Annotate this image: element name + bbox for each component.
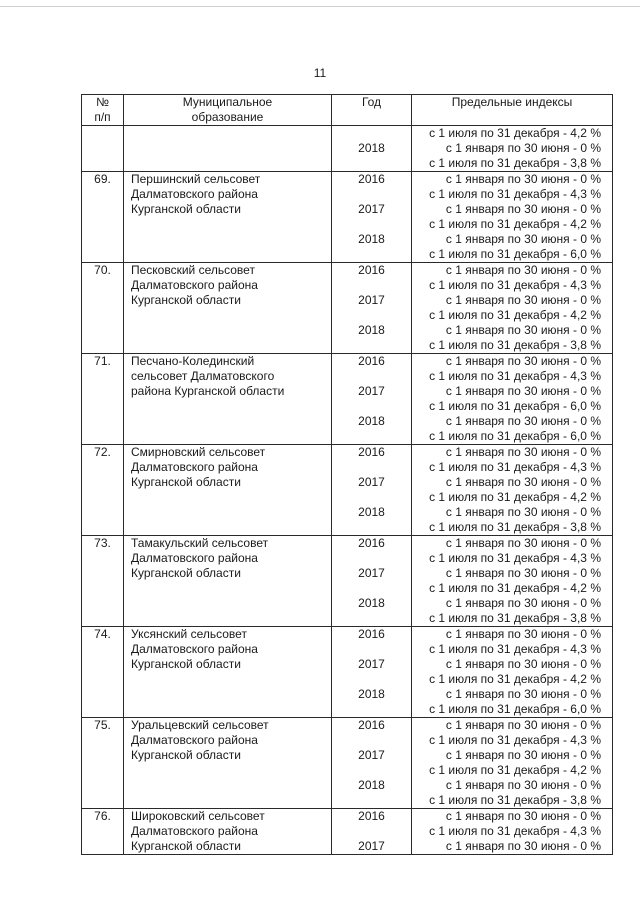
year-value: 2018 [358,232,385,246]
index-line: с 1 июля по 31 декабря - 4,2 % [429,308,601,322]
year-cell [332,263,412,354]
year-value [332,490,411,505]
municipality-name-line: Далматовского района [131,278,258,292]
index-line: с 1 июля по 31 декабря - 6,0 % [429,429,601,443]
row-number [82,126,124,172]
year-value [332,733,411,748]
index-line: с 1 января по 30 июня - 0 % [445,202,601,216]
municipality-name [124,172,332,263]
index-line: с 1 июля по 31 декабря - 4,3 % [429,733,601,747]
municipality-name-line: Широковский сельсовет [131,809,265,823]
year-value [332,520,411,535]
index-line: с 1 июля по 31 декабря - 4,3 % [429,278,601,292]
table-row [82,627,613,718]
year-value [332,399,411,414]
index-line: с 1 января по 30 июня - 0 % [445,445,601,459]
year-value [332,126,411,141]
municipality-name [124,354,332,445]
municipality-name [124,126,332,172]
index-line: с 1 января по 30 июня - 0 % [445,414,601,428]
municipality-name-line: Далматовского района [131,642,258,656]
index-line: с 1 июля по 31 декабря - 3,8 % [429,520,601,534]
year-value [332,611,411,626]
municipality-name-line: Песчано-Колединский [131,354,255,368]
year-value: 2018 [358,323,385,337]
year-value [332,338,411,353]
header-municipality-text: Муниципальное образование [182,95,273,124]
year-value: 2018 [358,414,385,428]
page-number: 11 [313,66,327,80]
index-line: с 1 января по 30 июня - 0 % [445,263,601,277]
index-line: с 1 января по 30 июня - 0 % [445,839,601,853]
year-value: 2016 [358,718,385,732]
year-cell [332,126,412,172]
scan-edge-line [0,6,640,7]
index-line: с 1 июля по 31 декабря - 3,8 % [429,611,601,625]
municipality-name-line: Курганской области [131,202,241,216]
index-line: с 1 января по 30 июня - 0 % [445,141,601,155]
index-line: с 1 июля по 31 декабря - 6,0 % [429,247,601,261]
year-value [332,247,411,262]
municipality-name [124,536,332,627]
year-value [332,217,411,232]
header-municipality [124,95,332,126]
year-value [332,278,411,293]
year-cell [332,172,412,263]
index-line: с 1 января по 30 июня - 0 % [445,657,601,671]
year-value: 2018 [358,141,385,155]
year-value: 2016 [358,536,385,550]
indices-cell [412,536,613,627]
municipality-name [124,627,332,718]
table-row [82,445,613,536]
year-value [332,551,411,566]
index-line: с 1 июля по 31 декабря - 4,3 % [429,642,601,656]
municipality-name-line: Уральцевский сельсовет [131,718,269,732]
header-num [82,95,124,126]
year-value [332,642,411,657]
year-value: 2016 [358,445,385,459]
index-line: с 1 января по 30 июня - 0 % [445,778,601,792]
index-line: с 1 января по 30 июня - 0 % [445,293,601,307]
indices-cell [412,126,613,172]
year-value: 2017 [358,202,385,216]
municipality-name-line: Курганской области [131,475,241,489]
index-line: с 1 июля по 31 декабря - 4,3 % [429,824,601,838]
year-value [332,581,411,596]
year-cell [332,718,412,809]
year-value: 2018 [358,596,385,610]
year-value: 2016 [358,627,385,641]
row-number: 74. [82,627,124,718]
municipality-name-line: Курганской области [131,566,241,580]
row-number: 69. [82,172,124,263]
year-cell [332,809,412,855]
index-line: с 1 июля по 31 декабря - 4,3 % [429,187,601,201]
year-cell [332,536,412,627]
index-line: с 1 января по 30 июня - 0 % [445,596,601,610]
table-row [82,354,613,445]
index-line: с 1 января по 30 июня - 0 % [445,232,601,246]
municipality-name-line: Далматовского района [131,551,258,565]
index-line: с 1 января по 30 июня - 0 % [445,323,601,337]
index-line: с 1 января по 30 июня - 0 % [445,354,601,368]
municipality-name-line: Першинский сельсовет [131,172,261,186]
indices-cell [412,172,613,263]
municipality-name-line: Песковский сельсовет [131,263,255,277]
table-row [82,718,613,809]
index-line: с 1 января по 30 июня - 0 % [445,475,601,489]
table-row [82,126,613,172]
header-num-text: № п/п [94,95,111,124]
table-row [82,263,613,354]
municipality-name-line: района Курганской области [131,384,285,398]
municipality-name-line: Курганской области [131,839,241,853]
row-number: 70. [82,263,124,354]
year-value: 2017 [358,475,385,489]
municipality-name-line: Курганской области [131,657,241,671]
index-line: с 1 июля по 31 декабря - 3,8 % [429,793,601,807]
row-number: 76. [82,809,124,855]
year-value: 2016 [358,354,385,368]
index-line: с 1 января по 30 июня - 0 % [445,536,601,550]
municipality-name [124,263,332,354]
year-value [332,156,411,171]
index-line: с 1 июля по 31 декабря - 4,2 % [429,581,601,595]
limit-indices-table [81,94,613,855]
municipality-name-line: Смирновский сельсовет [131,445,266,459]
index-line: с 1 июля по 31 декабря - 6,0 % [429,399,601,413]
municipality-name-line: Далматовского района [131,733,258,747]
year-value [332,429,411,444]
municipality-name-line: Далматовского района [131,187,258,201]
municipality-name [124,718,332,809]
year-value: 2016 [358,809,385,823]
indices-cell [412,445,613,536]
municipality-name-line: сельсовет Далматовского [131,369,275,383]
year-value: 2018 [358,778,385,792]
year-value: 2018 [358,505,385,519]
year-cell [332,627,412,718]
index-line: с 1 января по 30 июня - 0 % [445,718,601,732]
year-value [332,763,411,778]
year-value [332,824,411,839]
header-indices: Предельные индексы [412,95,613,126]
index-line: с 1 января по 30 июня - 0 % [445,384,601,398]
index-line: с 1 января по 30 июня - 0 % [445,566,601,580]
year-value: 2016 [358,172,385,186]
year-value: 2017 [358,293,385,307]
index-line: с 1 июля по 31 декабря - 4,2 % [429,490,601,504]
municipality-name-line: Уксянский сельсовет [131,627,247,641]
index-line: с 1 июля по 31 декабря - 4,2 % [429,763,601,777]
index-line: с 1 января по 30 июня - 0 % [445,687,601,701]
municipality-name-line: Курганской области [131,293,241,307]
table-body [82,126,613,855]
index-line: с 1 июля по 31 декабря - 3,8 % [429,338,601,352]
index-line: с 1 июля по 31 декабря - 4,2 % [429,126,601,140]
header-year: Год [332,95,412,126]
row-number: 73. [82,536,124,627]
year-value [332,702,411,717]
index-line: с 1 июля по 31 декабря - 4,3 % [429,369,601,383]
year-value [332,308,411,323]
index-line: с 1 июля по 31 декабря - 3,8 % [429,156,601,170]
index-line: с 1 июля по 31 декабря - 4,2 % [429,217,601,231]
year-value [332,672,411,687]
table-row [82,809,613,855]
year-value [332,793,411,808]
table-header-row [82,95,613,126]
index-line: с 1 января по 30 июня - 0 % [445,748,601,762]
municipality-name [124,809,332,855]
year-cell [332,354,412,445]
municipality-name [124,445,332,536]
index-line: с 1 июля по 31 декабря - 4,3 % [429,460,601,474]
row-number: 71. [82,354,124,445]
year-value: 2018 [358,687,385,701]
year-value: 2017 [358,839,385,853]
municipality-name-line: Курганской области [131,748,241,762]
municipality-name-line: Далматовского района [131,824,258,838]
row-number: 75. [82,718,124,809]
table-row [82,536,613,627]
index-line: с 1 июля по 31 декабря - 4,2 % [429,672,601,686]
year-value: 2016 [358,263,385,277]
municipality-name-line: Тамакульский сельсовет [131,536,269,550]
year-value: 2017 [358,566,385,580]
row-number: 72. [82,445,124,536]
index-line: с 1 января по 30 июня - 0 % [445,627,601,641]
indices-cell [412,627,613,718]
year-value: 2017 [358,657,385,671]
index-line: с 1 января по 30 июня - 0 % [445,809,601,823]
index-line: с 1 июля по 31 декабря - 4,3 % [429,551,601,565]
indices-cell [412,354,613,445]
index-line: с 1 июля по 31 декабря - 6,0 % [429,702,601,716]
year-value: 2017 [358,384,385,398]
year-value [332,369,411,384]
index-line: с 1 января по 30 июня - 0 % [445,505,601,519]
indices-cell [412,809,613,855]
indices-cell [412,263,613,354]
year-value [332,187,411,202]
year-cell [332,445,412,536]
municipality-name-line: Далматовского района [131,460,258,474]
year-value [332,460,411,475]
year-value: 2017 [358,748,385,762]
indices-cell [412,718,613,809]
table-row [82,172,613,263]
index-line: с 1 января по 30 июня - 0 % [445,172,601,186]
